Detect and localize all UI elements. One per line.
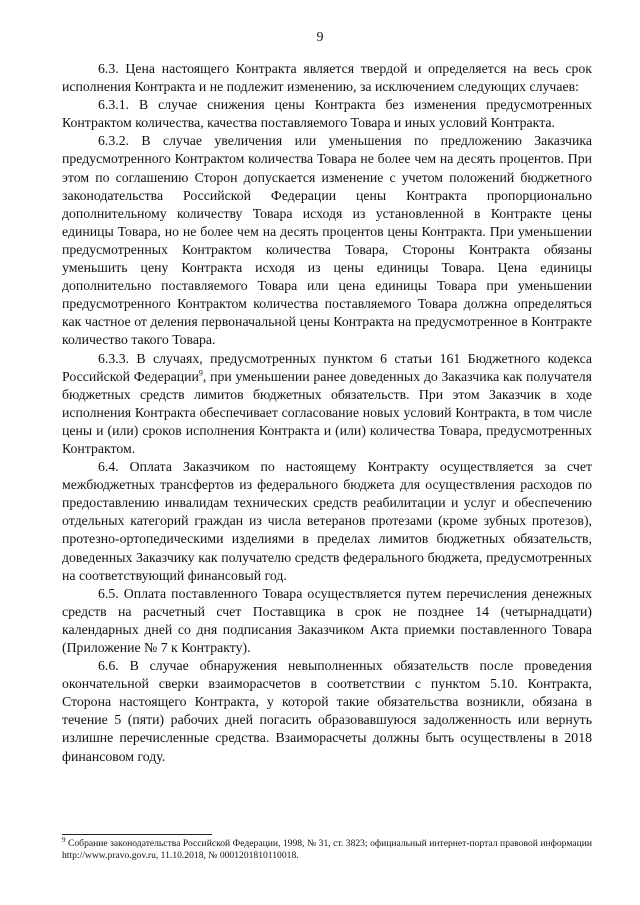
paragraph-6-6: 6.6. В случае обнаружения невыполненных обязательств после проведения окончательной сверки взаиморасчетов в соответствии с пунктом 5.10. Контракта, Сторона настоящего Контракта, у которой такие обязательства возникли, обязана в течение 5 (пяти) рабочих дней погасить образовавшуюся задолженность или вернуть излишне перечисленные средства. Взаиморасчеты должны быть осуществлены в 2018 финансовом году. (62, 658, 592, 764)
paragraph-6-3-2: 6.3.2. В случае увеличения или уменьшения по предложению Заказчика предусмотренного Контрактом количества Товара не более чем на десять процентов. При этом по соглашению Сторон допускается изменение с учетом положений бюджетного законодательства Российской Федерации цены Контракта пропорционально дополнительному количеству Товара исходя из установленной в Контракте цены единицы Товара, но не более чем на десять процентов цены Контракта. При уменьшении предусмотренных Контрактом количества Товара, Стороны Контракта обязаны уменьшить цену Контракта исходя из цены единицы Товара. Цена единицы дополнительно поставляемого Товара или цена единицы Товара при уменьшении предусмотренного Контрактом количества поставляемого Товара должна определяться как частное от деления первоначальной цены Контракта на предусмотренное в Контракте количество такого Товара. (62, 133, 592, 348)
paragraph-6-3: 6.3. Цена настоящего Контракта является твердой и определяется на весь срок исполнения Контракта и не подлежит изменению, за исключением следующих случаев: (62, 61, 592, 95)
footnote-divider (62, 834, 212, 835)
document-body (62, 60, 592, 766)
paragraph-6-3-3-start: 6.3.3. В случаях, предусмотренных пунктом 6 статьи 161 Бюджетного кодекса Российской Федерации (62, 350, 592, 384)
footnote-text: Собрание законодательства Российской Федерации, 1998, № 31, ст. 3823; официальный интернет-портал правовой информации http://www.pravo.gov.ru, 11.10.2018, № 0001201810110018. (62, 838, 592, 862)
footnote-marker: 9 (62, 835, 66, 844)
paragraph-6-3-3 (62, 350, 592, 459)
paragraph-6-3-3-end: , при уменьшении ранее доведенных до Заказчика как получателя бюджетных средств лимитов бюджетных обязательств. При этом Заказчик в ходе исполнения Контракта обеспечивает согласование новых условий Контракта, в том числе цены и (или) сроков исполнения Контракта и (или) количества Товара, предусмотренных Контрактом. (62, 368, 592, 456)
footnote (62, 835, 592, 862)
paragraph-6-4: 6.4. Оплата Заказчиком по настоящему Контракту осуществляется за счет межбюджетных трансфертов из федерального бюджета для осуществления расходов по предоставлению инвалидам технических средств реабилитации и услуг и обеспечению отдельных категорий граждан из числа ветеранов протезами (кроме зубных протезов), протезно-ортопедическими изделиями в пределах лимитов бюджетных обязательств, доведенных Заказчику как получателю средств федерального бюджета, предусмотренных на соответствующий финансовый год. (62, 459, 592, 583)
page-number: 9 (316, 30, 324, 45)
footnote-reference[interactable]: 9 (198, 368, 203, 377)
paragraph-6-3-1: 6.3.1. В случае снижения цены Контракта без изменения предусмотренных Контрактом количества, качества поставляемого Товара и иных условий Контракта. (62, 97, 592, 131)
paragraph-6-5: 6.5. Оплата поставленного Товара осуществляется путем перечисления денежных средств на расчетный счет Поставщика в срок не позднее 14 (четырнадцати) календарных дней со дня подписания Заказчиком Акта приемки поставленного Товара (Приложение № 7 к Контракту). (62, 585, 592, 655)
